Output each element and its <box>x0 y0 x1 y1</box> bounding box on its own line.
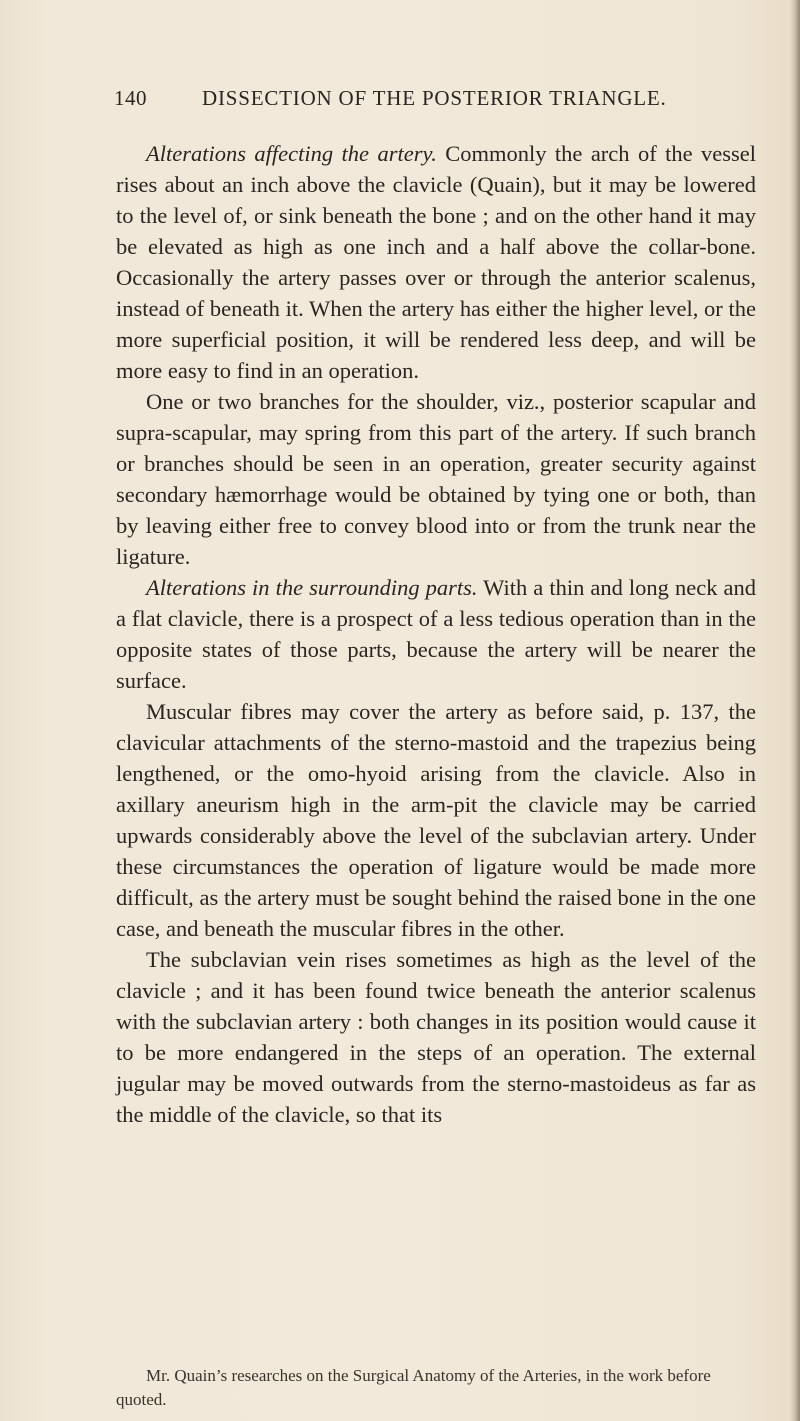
paragraph-text: The subclavian vein rises sometimes as high as the level of the clavicle ; and it has been found twice beneath the anterior scalenus with the subclavian artery : both changes in its position would cause it to be more endangered in the steps of an operation. The external jugular may be moved outwards from the sterno-mastoideus as far as the middle of the clavicle, so that its <box>116 947 756 1127</box>
paragraph <box>116 944 756 1130</box>
running-header <box>114 86 689 116</box>
footnote <box>116 1364 756 1412</box>
paragraph <box>116 138 756 386</box>
paragraph-text: Muscular fibres may cover the artery as before said, p. 137, the clavicular attachments of the sterno-mastoid and the trapezius being lengthened, or the omo-hyoid arising from the clavicle. Also in axillary aneurism high in the arm-pit the clavicle may be carried upwards considerably above the level of the subclavian artery. Under these circumstances the operation of ligature would be made more difficult, as the artery must be sought behind the raised bone in the one case, and beneath the muscular fibres in the other. <box>116 699 756 941</box>
running-title: DISSECTION OF THE POSTERIOR TRIANGLE. <box>202 86 667 110</box>
paragraph <box>116 572 756 696</box>
paragraph-text: Commonly the arch of the vessel rises about an inch above the clavicle (Quain), but it may be lowered to the level of, or sink beneath the bone ; and on the other hand it may be elevated as high as one inch and a half above the collar-bone. Occasionally the artery passes over or through the anterior scalenus, instead of beneath it. When the artery has either the higher level, or the more superficial position, it will be rendered less deep, and will be more easy to find in an operation. <box>116 141 756 383</box>
paragraph-text: One or two branches for the shoulder, viz., posterior scapular and supra-scapular, may spring from this part of the artery. If such branch or branches should be seen in an operation, greater security against secondary hæmorrhage would be obtained by tying one or both, than by leaving either free to convey blood into or from the trunk near the ligature. <box>116 389 756 569</box>
footnote-text: Mr. Quain’s researches on the Surgical Anatomy of the Arteries, in the work before quoted. <box>116 1366 711 1409</box>
page-edge-shadow <box>790 0 800 1421</box>
paragraph-text: With a thin and long neck and a flat clavicle, there is a prospect of a less tedious operation than in the opposite states of those parts, because the artery will be nearer the surface. <box>116 575 756 693</box>
paragraph <box>116 386 756 572</box>
paragraph-heading: Alterations affecting the artery. <box>146 141 437 166</box>
page-number: 140 <box>114 86 147 110</box>
paragraph <box>116 696 756 944</box>
body-text <box>116 138 756 1130</box>
paragraph-heading: Alterations in the surrounding parts. <box>146 575 478 600</box>
